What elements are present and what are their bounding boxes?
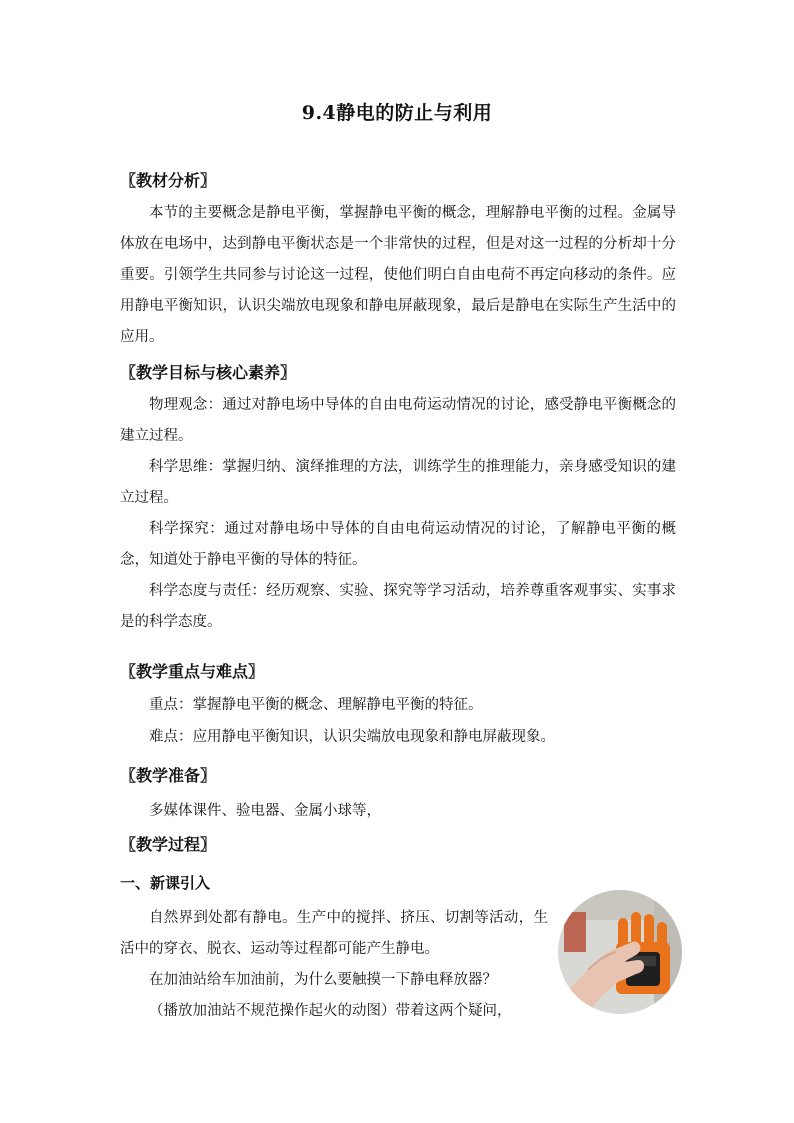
subheading-new-lesson-intro: 一、新课引入: [120, 874, 211, 892]
goal-item-scientific-inquiry: 科学探究：通过对静电场中导体的自由电荷运动情况的讨论，了解静电平衡的概念，知道处于静电平衡的导体的特征。: [120, 521, 676, 568]
page-title: 9.4静电的防止与利用: [301, 102, 493, 124]
section-heading-keypoints: 〖教学重点与难点〗: [120, 662, 265, 681]
section-heading-preparation: 〖教学准备〗: [120, 766, 217, 785]
goal-item-physics-concept: 物理观念：通过对静电场中导体的自由电荷运动情况的讨论，感受静电平衡概念的建立过程。: [120, 397, 676, 444]
key-point-text: 重点：掌握静电平衡的概念、理解静电平衡的特征。: [149, 697, 483, 713]
intro-paragraph-animation: （播放加油站不规范操作起火的动图）带着这两个疑问，: [149, 1003, 512, 1019]
static-discharger-photo: [558, 890, 682, 1014]
intro-paragraph-static: 自然界到处都有静电。生产中的搅拌、挤压、切割等活动，生活中的穿衣、脱衣、运动等过程都可能产生静电。: [120, 910, 548, 957]
intro-paragraph-question: 在加油站给车加油前，为什么要触摸一下静电释放器？: [149, 972, 497, 988]
goal-item-attitude: 科学态度与责任：经历观察、实验、探究等学习活动，培养尊重客观事实、实事求是的科学态度。: [120, 583, 676, 630]
difficult-point-text: 难点：应用静电平衡知识，认识尖端放电现象和静电屏蔽现象。: [149, 729, 555, 745]
section-heading-goals: 〖教学目标与核心素养〗: [120, 363, 297, 382]
hand-on-discharger-image: [558, 890, 682, 1014]
preparation-text: 多媒体课件、验电器、金属小球等，: [149, 803, 381, 819]
analysis-paragraph: 本节的主要概念是静电平衡，掌握静电平衡的概念，理解静电平衡的过程。金属导体放在电场中，达到静电平衡状态是一个非常快的过程，但是对这一过程的分析却十分重要。引领学生共同参与讨论这一过程，使他们明白自由电荷不再定向移动的条件。应用静电平衡知识，认识尖端放电现象和静电屏蔽现象，最后是静电在实际生产生活中的应用。: [120, 205, 676, 345]
goal-item-scientific-thinking: 科学思维：掌握归纳、演绎推理的方法，训练学生的推理能力，亲身感受知识的建立过程。: [120, 459, 676, 506]
section-heading-analysis: 〖教材分析〗: [120, 171, 217, 190]
section-heading-process: 〖教学过程〗: [120, 835, 217, 854]
